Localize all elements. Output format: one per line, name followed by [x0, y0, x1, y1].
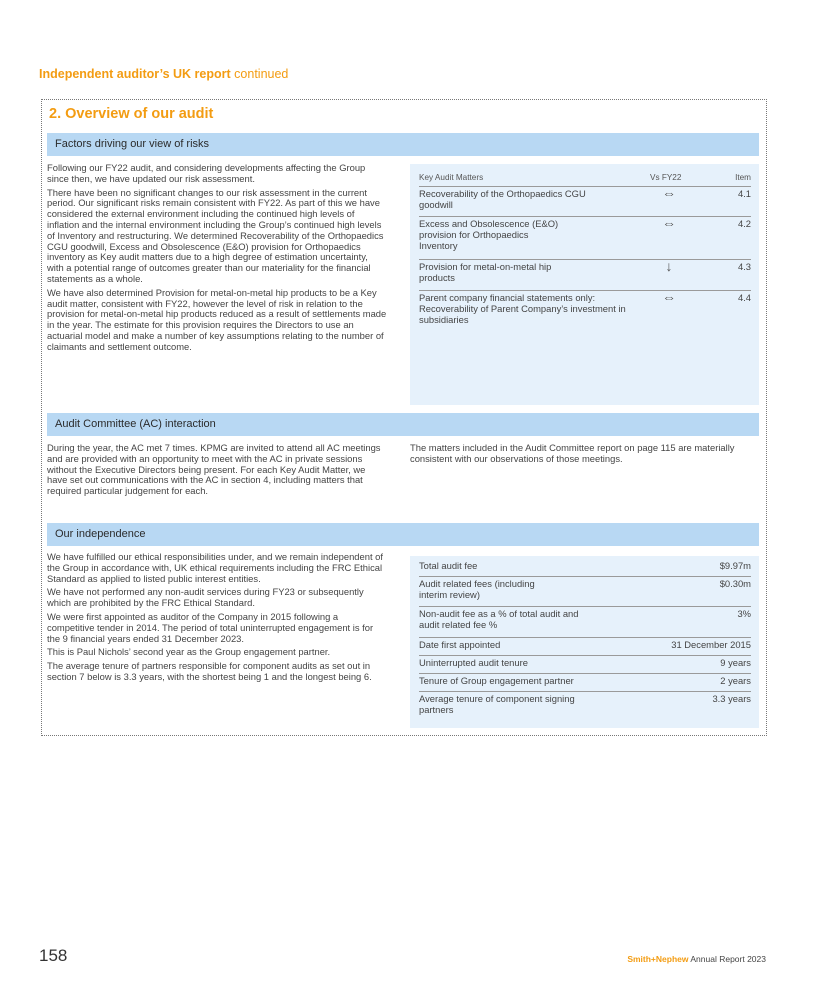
fee-value: 3%	[737, 608, 751, 619]
kam-row	[419, 259, 751, 290]
kam-row	[419, 186, 751, 216]
ac-right-text: The matters included in the Audit Committee report on page 115 are materially consistent with our observations of those meetings.	[410, 442, 735, 464]
band-audit-committee: Audit Committee (AC) interaction	[47, 413, 759, 436]
kam-item: 4.3	[737, 261, 751, 272]
fee-value: 3.3 years	[712, 693, 751, 704]
kam-name: Provision for metal-on-metal hip products	[419, 261, 552, 283]
independence-text	[47, 552, 387, 686]
kam-header-vs: Vs FY22	[650, 173, 682, 182]
report-name: Annual Report 2023	[688, 954, 766, 964]
fee-row	[419, 673, 751, 691]
fee-row	[419, 559, 751, 576]
independence-paragraph: We have not performed any non-audit services during FY23 or subsequently which are prohibited by the FRC Ethical Standard.	[47, 586, 364, 609]
trend-both-icon: ⇔	[662, 185, 676, 201]
independence-paragraph: We were first appointed as auditor of the Company in 2015 following a competitive tender in 2014. The period of total uninterrupted engagement is for the 9 financial years ended 31 December 2023.	[47, 610, 374, 644]
independence-paragraph: We have fulfilled our ethical responsibilities under, and we remain independent of the Group in accordance with, UK ethical requirements including the FRC Ethical Standard as applied to listed public interest entities.	[47, 551, 383, 584]
fee-label: Tenure of Group engagement partner	[419, 675, 574, 686]
independence-paragraph: The average tenure of partners responsible for component audits as set out in section 7 below is 3.3 years, with the shortest being 1 and the longest being 6.	[47, 660, 372, 682]
kam-item: 4.1	[737, 188, 751, 199]
trend-down-icon: ↓	[665, 258, 673, 274]
fee-label: Uninterrupted audit tenure	[419, 657, 528, 668]
kam-item: 4.4	[737, 292, 751, 303]
running-header	[39, 67, 288, 81]
section-title: 2. Overview of our audit	[49, 106, 214, 122]
fee-value: $9.97m	[719, 560, 751, 571]
ac-left-text: During the year, the AC met 7 times. KPMG are invited to attend all AC meetings and are provided with an opportunity to meet with the AC in private sessions without the Executive Directors being present. For each Key Audit Matter, we have set out communications with the AC in section 4, including matters that required particular judgement for each.	[47, 442, 381, 497]
fee-value: 2 years	[720, 675, 751, 686]
trend-both-icon: ⇔	[662, 289, 676, 305]
kam-header-item: Item	[735, 173, 751, 182]
band-independence: Our independence	[47, 523, 759, 546]
kam-name: Recoverability of the Orthopaedics CGU goodwill	[419, 188, 586, 210]
risk-paragraph: Following our FY22 audit, and considering developments affecting the Group since then, we have updated our risk assessment.	[47, 162, 366, 184]
band-risk-factors: Factors driving our view of risks	[47, 133, 759, 156]
fee-row	[419, 576, 751, 606]
kam-item: 4.2	[737, 218, 751, 229]
kam-table-header	[419, 173, 751, 184]
running-header-continued: continued	[230, 67, 289, 81]
brand-name: Smith+Nephew	[627, 954, 689, 964]
fee-row	[419, 655, 751, 673]
kam-row	[419, 290, 751, 335]
independence-paragraph: This is Paul Nichols’ second year as the Group engagement partner.	[47, 646, 331, 658]
fee-row	[419, 691, 751, 721]
fee-value: 31 December 2015	[671, 639, 751, 650]
fee-label: Total audit fee	[419, 560, 478, 571]
fee-row	[419, 606, 751, 637]
page-number: 158	[39, 946, 68, 965]
fee-label: Audit related fees (including interim review)	[419, 578, 535, 600]
kam-name: Excess and Obsolescence (E&O) provision for Orthopaedics Inventory	[419, 218, 559, 251]
kam-row	[419, 216, 751, 258]
trend-both-icon: ⇔	[662, 215, 676, 231]
risk-paragraph: There have been no significant changes to our risk assessment in the current period. Our significant risks remain consistent with FY22. As part of this we have considered the external environment including the continued high levels of inflation and the internal environment including the Group’s continued high levels of Inventory and restructuring. We determined Recoverability of the Orthopaedics CGU goodwill, Excess and Obsolescence (E&O) provision for Orthopaedics inventory as Key audit matters due to a high degree of estimation uncertainty, with a potential range of outcomes greater than our materiality for the financial statements as a whole.	[47, 186, 384, 284]
fee-label: Date first appointed	[419, 639, 501, 650]
risk-paragraph: We have also determined Provision for metal-on-metal hip products to be a Key audit matter, consistent with FY22, however the level of risk in relation to the provision for metal-on-metal hip products reduced as a result of settlements made in the year. The estimate for this provision requires the Directors to use an actuarial model and make a number of key assumptions relating to the number of claimants and settlement outcome.	[47, 286, 387, 352]
fee-row	[419, 637, 751, 655]
fee-label: Non-audit fee as a % of total audit and audit related fee %	[419, 608, 579, 630]
risk-text	[47, 163, 387, 356]
running-header-title: Independent auditor’s UK report	[39, 67, 231, 81]
fee-value: 9 years	[720, 657, 751, 668]
fee-label: Average tenure of component signing partners	[419, 693, 575, 715]
kam-name: Parent company financial statements only: Recoverability of Parent Company’s investment in subsidiaries	[419, 292, 626, 325]
kam-header-matters: Key Audit Matters	[419, 173, 484, 182]
fee-value: $0.30m	[719, 578, 751, 589]
footer-brand	[627, 954, 766, 964]
